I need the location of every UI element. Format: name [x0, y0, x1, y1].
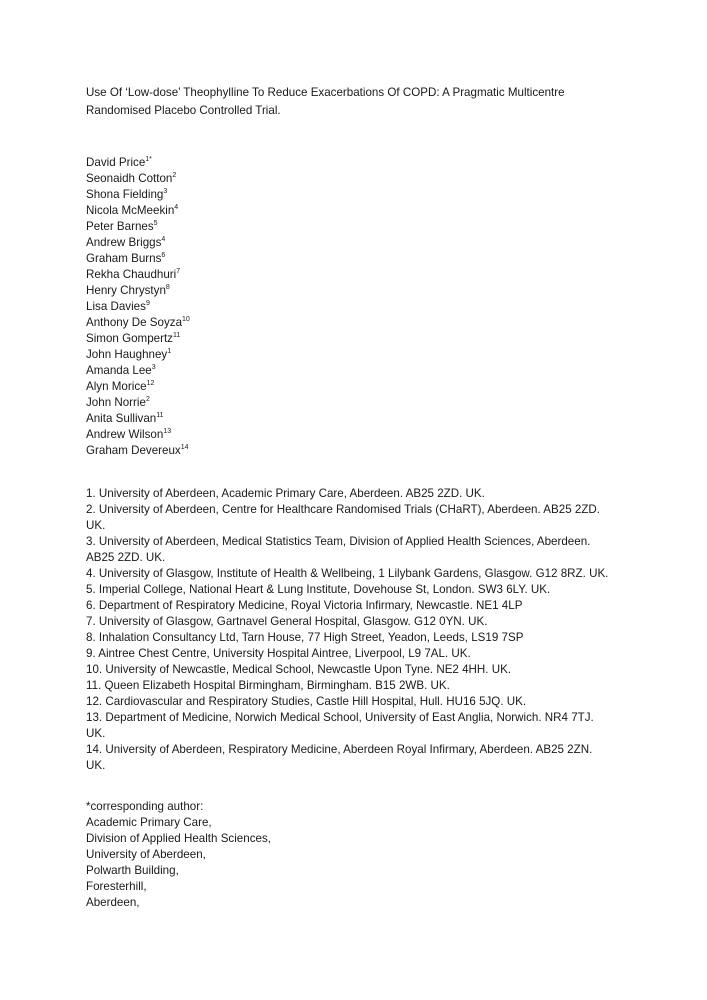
affiliation-item-continued: UK.	[86, 727, 106, 740]
affiliation-item: 8. Inhalation Consultancy Ltd, Tarn House, 77 High Street, Yeadon, Leeds, LS19 7SP	[86, 631, 524, 644]
affiliation-item: 12. Cardiovascular and Respiratory Studies, Castle Hill Hospital, Hull. HU16 5JQ. UK.	[86, 695, 527, 708]
author-name: Shona Fielding	[86, 188, 164, 201]
author-item	[86, 411, 190, 427]
corresponding-heading: *corresponding author:	[86, 800, 204, 813]
author-affiliation-marker: 14	[180, 444, 189, 451]
author-item	[86, 427, 190, 443]
author-name: Nicola McMeekin	[86, 204, 175, 217]
author-item	[86, 251, 190, 267]
author-affiliation-marker: 1	[167, 348, 172, 355]
author-affiliation-marker: 10	[182, 316, 190, 323]
author-item	[86, 171, 190, 187]
affiliation-item: 5. Imperial College, National Heart & Lung Institute, Dovehouse St, London. SW3 6LY. UK.	[86, 583, 551, 596]
author-name: Lisa Davies	[86, 300, 146, 313]
author-name: Amanda Lee	[86, 364, 152, 377]
author-name: John Norrie	[86, 396, 146, 409]
affiliation-item: 13. Department of Medicine, Norwich Medical School, University of East Anglia, Norwich. NR4 7TJ.	[86, 711, 594, 724]
author-affiliation-marker: 7	[176, 268, 181, 275]
author-affiliation-marker: 4	[161, 236, 166, 243]
address-line: Foresterhill,	[86, 880, 147, 893]
address-line: Aberdeen,	[86, 896, 140, 909]
author-name: Alyn Morice	[86, 380, 147, 393]
corresponding-author-block	[86, 799, 271, 911]
author-name: Anthony De Soyza	[86, 316, 183, 329]
author-affiliation-marker: 11	[172, 332, 181, 339]
affiliation-item-continued: UK.	[86, 759, 106, 772]
affiliation-item: 10. University of Newcastle, Medical School, Newcastle Upon Tyne. NE2 4HH. UK.	[86, 663, 512, 676]
author-affiliation-marker: 13	[163, 428, 172, 435]
address-line: Polwarth Building,	[86, 864, 179, 877]
author-name: Seonaidh Cotton	[86, 172, 173, 185]
affiliation-item-continued: AB25 2ZD. UK.	[86, 551, 166, 564]
author-affiliation-marker: 6	[161, 252, 166, 259]
author-affiliation-marker: 12	[146, 380, 155, 387]
paper-title	[86, 84, 646, 120]
affiliation-item: 3. University of Aberdeen, Medical Statistics Team, Division of Applied Health Sciences, Aberdeen.	[86, 535, 591, 548]
affiliation-item-continued: UK.	[86, 519, 106, 532]
affiliation-item: 7. University of Glasgow, Gartnavel General Hospital, Glasgow. G12 0YN. UK.	[86, 615, 488, 628]
author-name: David Price	[86, 156, 146, 169]
author-item	[86, 155, 190, 171]
author-affiliation-marker: 11	[156, 412, 164, 419]
author-name: Peter Barnes	[86, 220, 154, 233]
author-item	[86, 187, 190, 203]
affiliation-item: 1. University of Aberdeen, Academic Primary Care, Aberdeen. AB25 2ZD. UK.	[86, 487, 485, 500]
author-item	[86, 379, 190, 395]
author-item	[86, 203, 190, 219]
author-item	[86, 331, 190, 347]
affiliation-item: 6. Department of Respiratory Medicine, Royal Victoria Infirmary, Newcastle. NE1 4LP	[86, 599, 523, 612]
author-name: Anita Sullivan	[86, 412, 157, 425]
author-affiliation-marker: 5	[153, 220, 158, 227]
affiliation-list	[86, 486, 608, 774]
author-item	[86, 395, 190, 411]
author-item	[86, 443, 190, 459]
address-line: Division of Applied Health Sciences,	[86, 832, 271, 845]
author-affiliation-marker: 3	[151, 364, 156, 371]
author-name: Henry Chrystyn	[86, 284, 166, 297]
author-item	[86, 219, 190, 235]
author-name: Andrew Briggs	[86, 236, 162, 249]
author-item	[86, 267, 190, 283]
author-affiliation-marker: 2	[172, 172, 177, 179]
author-affiliation-marker: 9	[145, 300, 150, 307]
author-item	[86, 363, 190, 379]
affiliation-item: 14. University of Aberdeen, Respiratory Medicine, Aberdeen Royal Infirmary, Aberdeen. AB25 2ZN.	[86, 743, 593, 756]
address-line: University of Aberdeen,	[86, 848, 206, 861]
affiliation-item: 9. Aintree Chest Centre, University Hospital Aintree, Liverpool, L9 7AL. UK.	[86, 647, 471, 660]
affiliation-item: 2. University of Aberdeen, Centre for Healthcare Randomised Trials (CHaRT), Aberdeen. AB25 2ZD.	[86, 503, 601, 516]
author-name: Rekha Chaudhuri	[86, 268, 177, 281]
affiliation-item: 4. University of Glasgow, Institute of Health & Wellbeing, 1 Lilybank Gardens, Glasgow. G12 8RZ. UK.	[86, 567, 609, 580]
author-name: Andrew Wilson	[86, 428, 164, 441]
author-item	[86, 283, 190, 299]
title-line-2: Randomised Placebo Controlled Trial.	[86, 104, 281, 117]
author-name: John Haughney	[86, 348, 168, 361]
author-name: Simon Gompertz	[86, 332, 173, 345]
title-line-1: Use Of ‘Low-dose’ Theophylline To Reduce Exacerbations Of COPD: A Pragmatic Multicentre	[86, 86, 565, 99]
author-affiliation-marker: 2	[145, 396, 150, 403]
author-affiliation-marker: 4	[174, 204, 179, 211]
author-item	[86, 299, 190, 315]
author-item	[86, 235, 190, 251]
author-affiliation-marker: 8	[165, 284, 170, 291]
author-affiliation-marker: 1*	[145, 156, 152, 163]
author-item	[86, 315, 190, 331]
address-line: Academic Primary Care,	[86, 816, 212, 829]
author-item	[86, 347, 190, 363]
author-name: Graham Devereux	[86, 444, 181, 457]
corresponding-address	[86, 815, 271, 911]
author-list	[86, 155, 190, 459]
author-affiliation-marker: 3	[163, 188, 168, 195]
author-name: Graham Burns	[86, 252, 162, 265]
affiliation-item: 11. Queen Elizabeth Hospital Birmingham, Birmingham. B15 2WB. UK.	[86, 679, 450, 692]
